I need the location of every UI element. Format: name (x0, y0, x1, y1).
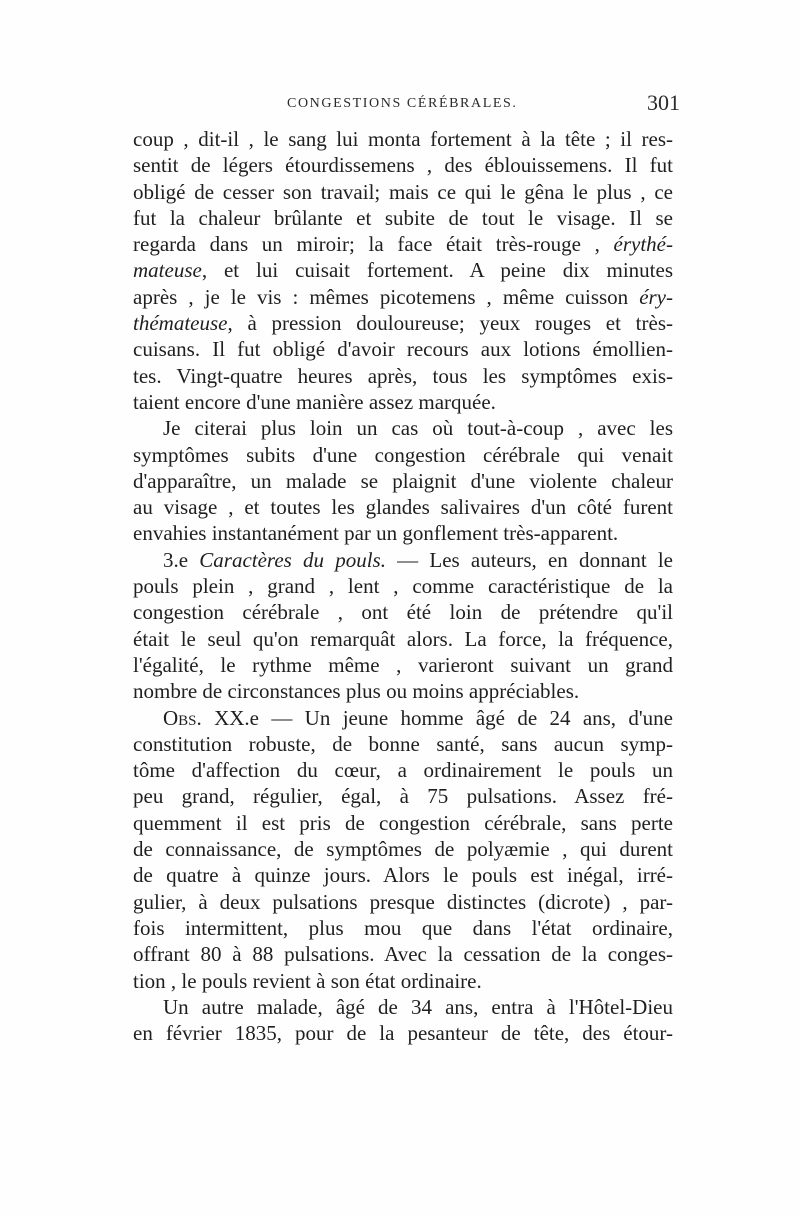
text-line (133, 363, 673, 389)
text-segment: offrant 80 à 88 pulsations. Avec la cessation de la conges- (133, 942, 673, 967)
text-line (133, 626, 673, 652)
text-line (133, 231, 673, 257)
text-line (133, 126, 673, 152)
text-line (133, 783, 673, 809)
text-segment: mateuse (133, 258, 202, 283)
text-segment: congestion cérébrale , ont été loin de prétendre qu'il (133, 600, 673, 625)
text-line (133, 941, 673, 967)
text-line (133, 731, 673, 757)
text-line (133, 310, 673, 336)
text-segment: de quatre à quinze jours. Alors le pouls est inégal, irré- (133, 863, 673, 888)
text-line (133, 836, 673, 862)
text-line (133, 415, 673, 441)
text-segment: érythé- (613, 232, 673, 257)
text-line (133, 599, 673, 625)
text-segment: peu grand, régulier, égal, à 75 pulsations. Assez fré- (133, 784, 673, 809)
text-line (133, 179, 673, 205)
text-line (133, 205, 673, 231)
text-segment: regarda dans un miroir; la face était très-rouge , (133, 232, 614, 257)
text-line (133, 652, 673, 678)
text-line (133, 336, 673, 362)
text-segment: était le seul qu'on remarquât alors. La force, la fréquence, (133, 626, 673, 651)
body-text (133, 126, 673, 1046)
text-segment: Caractères du pouls. (199, 547, 386, 572)
running-title: CONGESTIONS CÉRÉBRALES. (287, 96, 518, 111)
text-segment: symptômes subits d'une congestion cérébrale qui venait (133, 442, 673, 467)
text-line (133, 810, 673, 836)
text-segment: d'apparaître, un malade se plaignit d'une violente chaleur (133, 468, 673, 493)
text-line (133, 547, 673, 573)
text-segment: thémateuse (133, 311, 228, 336)
text-segment: taient encore d'une manière assez marquée. (133, 389, 496, 414)
text-line (133, 705, 673, 731)
text-segment: sentit de légers étourdissemens , des éblouissemens. Il fut (133, 153, 673, 178)
text-line (133, 389, 673, 415)
text-segment: de connaissance, de symptômes de polyæmie , qui durent (133, 837, 673, 862)
text-segment: coup , dit-il , le sang lui monta fortement à la tête ; il res- (133, 127, 673, 151)
text-line (133, 862, 673, 888)
text-segment: constitution robuste, de bonne santé, sans aucun symp- (133, 731, 673, 756)
text-line (133, 284, 673, 310)
text-line (133, 968, 673, 994)
text-segment: tes. Vingt-quatre heures après, tous les symptômes exis- (133, 363, 673, 388)
text-segment: fut la chaleur brûlante et subite de tout le visage. Il se (133, 205, 673, 230)
text-segment: éry- (639, 284, 673, 309)
text-segment: tôme d'affection du cœur, a ordinairement le pouls un (133, 758, 673, 783)
text-line (133, 152, 673, 178)
text-line (133, 442, 673, 468)
text-line (133, 1020, 673, 1046)
text-segment: fois intermittent, plus mou que dans l'état ordinaire, (133, 915, 673, 940)
text-line (133, 994, 673, 1020)
page-header (132, 90, 680, 118)
text-segment: pouls plein , grand , lent , comme caractéristique de la (133, 574, 673, 599)
text-segment: Je citerai plus loin un cas où tout-à-coup , avec les (163, 416, 673, 441)
text-line (133, 678, 673, 704)
text-segment: l'égalité, le rythme même , varieront suivant un grand (133, 652, 673, 677)
text-segment: après , je le vis : mêmes picotemens , même cuisson (133, 284, 640, 309)
text-segment: XX.e — Un jeune homme âgé de 24 ans, d'une (201, 705, 673, 730)
text-segment: , à pression douloureuse; yeux rouges et très- (227, 311, 673, 336)
text-segment: envahies instantanément par un gonflement très-apparent. (133, 521, 619, 546)
page-number: 301 (647, 90, 680, 115)
text-segment: 3.e (163, 547, 200, 572)
text-segment: Obs. (163, 705, 202, 730)
text-line (133, 757, 673, 783)
text-segment: obligé de cesser son travail; mais ce qui le gêna le plus , ce (133, 179, 673, 204)
text-line (133, 520, 673, 546)
text-segment: en février 1835, pour de la pesanteur de tête, des étour- (133, 1021, 673, 1046)
text-line (133, 915, 673, 941)
text-line (133, 573, 673, 599)
text-segment: nombre de circonstances plus ou moins appréciables. (133, 679, 580, 704)
text-segment: quemment il est pris de congestion cérébrale, sans perte (133, 810, 673, 835)
text-line (133, 494, 673, 520)
text-segment: , et lui cuisait fortement. A peine dix minutes (201, 258, 673, 283)
text-segment: cuisans. Il fut obligé d'avoir recours aux lotions émollien- (133, 337, 673, 362)
text-segment: tion , le pouls revient à son état ordinaire. (133, 968, 482, 993)
text-line (133, 889, 673, 915)
text-segment: gulier, à deux pulsations presque distinctes (dicrote) , par- (133, 889, 673, 914)
text-segment: Un autre malade, âgé de 34 ans, entra à l'Hôtel-Dieu (163, 994, 673, 1019)
text-line (133, 468, 673, 494)
text-segment: au visage , et toutes les glandes salivaires d'un côté furent (133, 495, 673, 520)
text-line (133, 257, 673, 283)
text-segment: — Les auteurs, en donnant le (385, 547, 674, 572)
